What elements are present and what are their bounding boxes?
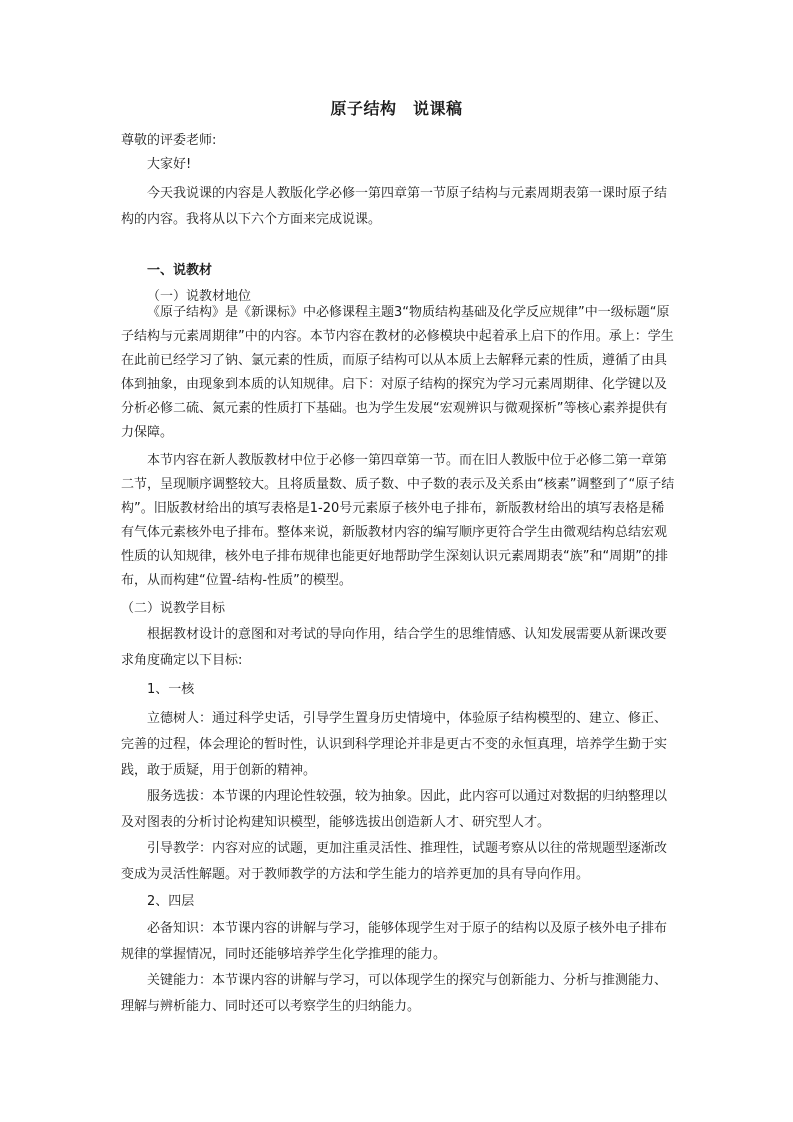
intro-paragraph: 今天我说课的内容是人教版化学必修一第四章第一节原子结构与元素周期表第一课时原子结构的内容。我将从以下六个方面来完成说课。 — [121, 186, 668, 227]
salutation: 尊敬的评委老师: — [121, 133, 217, 148]
greeting: 大家好! — [147, 157, 192, 172]
paragraph-textbook-position: 《原子结构》是《新课标》中必修课程主题3“物质结构基础及化学反应规律”中一级标题“原子结构与元素周期律”中的内容。本节内容在教材的必修模块中起着承上启下的作用。承上：学生在此前已经学习了钠、氯元素的性质，而原子结构可以从本质上去解释元素的性质，遵循了由具体到抽象，由现象到本质的认知规律。启下：对原子结构的探究为学习元素周期律、化学键以及分析必修二硫、氮元素的性质打下基础。也为学生发展“宏观辨识与微观探析”等核心素养提供有力保障。 — [121, 305, 674, 440]
paragraph-essential-knowledge: 必备知识：本节课内容的讲解与学习，能够体现学生对于原子的结构以及原子核外电子排布规律的掌握情况，同时还能够培养学生化学推理的能力。 — [121, 921, 668, 962]
paragraph-objectives-intro: 根据教材设计的意图和对考试的导向作用，结合学生的思维情感、认知发展需要从新课改要求角度确定以下目标: — [121, 627, 668, 668]
paragraph-textbook-comparison: 本节内容在新人教版教材中位于必修一第四章第一节。而在旧人教版中位于必修二第一章第二节，呈现顺序调整较大。且将质量数、质子数、中子数的表示及关系由“核素”调整到了“原子结构”。旧版教材给出的填写表格是1-20号元素原子核外电子排布，新版教材给出的填写表格是稀有气体元素核外电子排布。整体来说，新版教材内容的编写顺序更符合学生由微观结构总结宏观性质的认知规律，核外电子排布规律也能更好地帮助学生深刻认识元素周期表“族”和“周期”的排布，从而构建“位置-结构-性质”的模型。 — [121, 453, 675, 588]
paragraph-moral-education: 立德树人：通过科学史话，引导学生置身历史情境中，体验原子结构模型的、建立、修正、完善的过程，体会理论的暂时性，认识到科学理论并非是更古不变的永恒真理，培养学生勤于实践，敢于质疑，用于创新的精神。 — [121, 711, 668, 778]
list-item-one-core: 1、一核 — [147, 682, 195, 697]
paragraph-guide-teaching: 引导教学：内容对应的试题，更加注重灵活性、推理性，试题考察从以往的常规题型逐渐改变成为灵活性解题。对于教师教学的方法和学生能力的培养更加的具有导向作用。 — [121, 841, 668, 882]
section-heading-textbook: 一、说教材 — [147, 263, 213, 278]
paragraph-key-abilities: 关键能力：本节课内容的讲解与学习，可以体现学生的探究与创新能力、分析与推测能力、理解与辨析能力、同时还可以考察学生的归纳能力。 — [121, 973, 668, 1014]
document-title: 原子结构 说课稿 — [330, 99, 463, 118]
subsection-heading-position: （一）说教材地位 — [147, 289, 252, 304]
paragraph-selection: 服务选拔：本节课的内理论性较强，较为抽象。因此，此内容可以通过对数据的归纳整理以及对图表的分析讨论构建知识模型，能够选拔出创造新人才、研究型人才。 — [121, 789, 668, 830]
list-item-four-levels: 2、四层 — [147, 894, 195, 909]
subsection-heading-objectives: （二）说教学目标 — [121, 601, 226, 616]
